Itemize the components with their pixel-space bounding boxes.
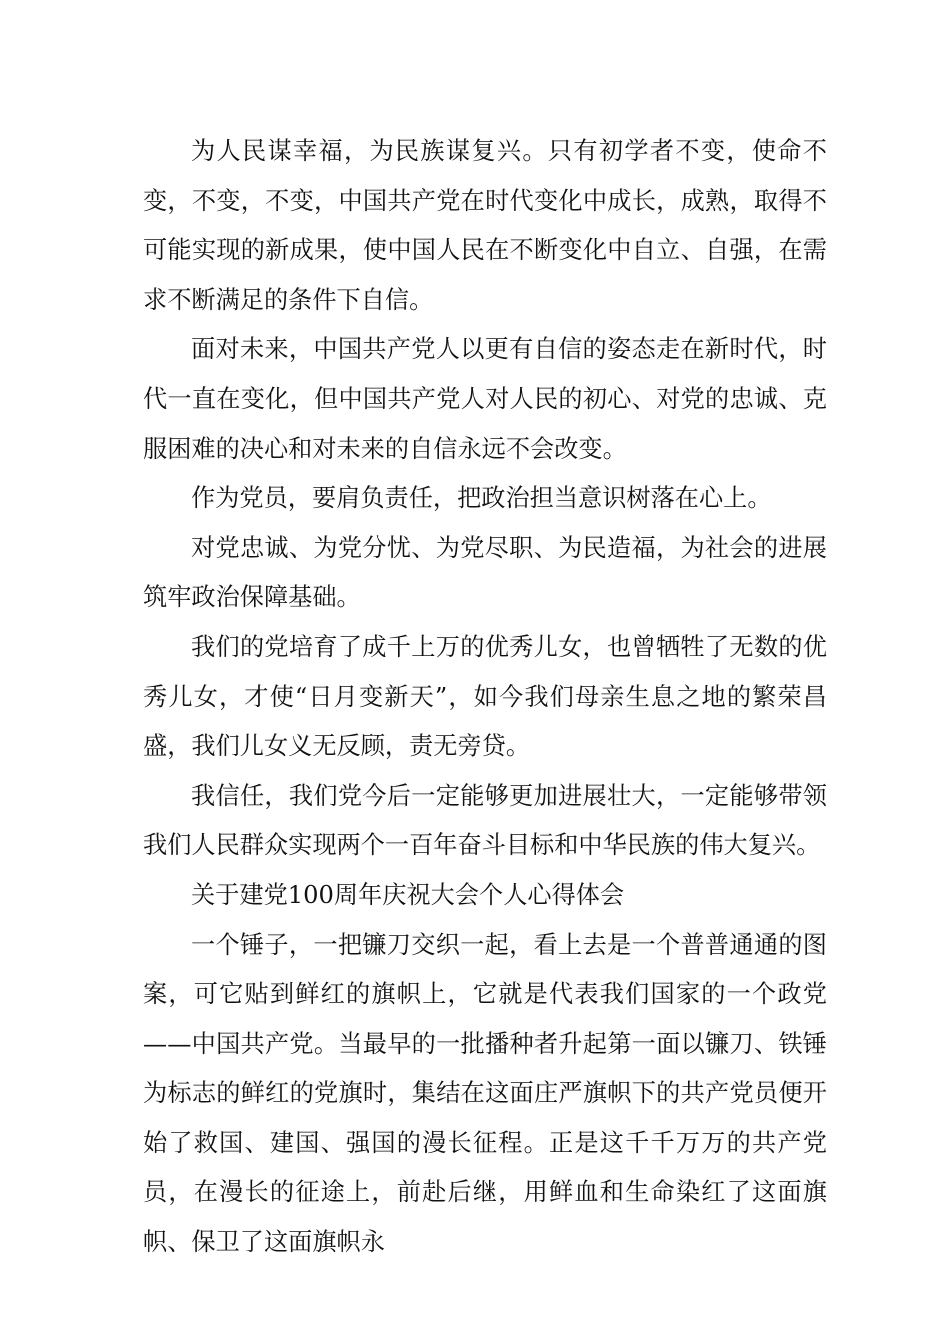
- paragraph: 我信任，我们党今后一定能够更加进展壮大，一定能够带领我们人民群众实现两个一百年奋斗目标和中华民族的伟大复兴。: [143, 781, 827, 860]
- paragraph: 为人民谋幸福，为民族谋复兴。只有初学者不变，使命不变，不变，不变，中国共产党在时代变化中成长，成熟，取得不可能实现的新成果，使中国人民在不断变化中自立、自强，在需求不断满足的条件下自信。: [143, 137, 827, 314]
- paragraph: 我们的党培育了成千上万的优秀儿女，也曾牺牲了无数的优秀儿女，才使“日月变新天”，如今我们母亲生息之地的繁荣昌盛，我们儿女义无反顾，责无旁贷。: [143, 632, 827, 761]
- document-body: [143, 127, 827, 1268]
- section-heading: 关于建党100周年庆祝大会个人心得体会: [191, 880, 625, 909]
- paragraph: 面对未来，中国共产党人以更有自信的姿态走在新时代，时代一直在变化，但中国共产党人对人民的初心、对党的忠诚、克服困难的决心和对未来的自信永远不会改变。: [143, 335, 827, 463]
- paragraph: 一个锤子，一把镰刀交织一起，看上去是一个普普通通的图案，可它贴到鲜红的旗帜上，它就是代表我们国家的一个政党——中国共产党。当最早的一批播种者升起第一面以镰刀、铁锤为标志的鲜红的党旗时，集结在这面庄严旗帜下的共产党员便开始了救国、建国、强国的漫长征程。正是这千千万万的共产党员，在漫长的征途上，前赴后继，用鲜血和生命染红了这面旗帜、保卫了这面旗帜永: [143, 930, 827, 1257]
- paragraph: 作为党员，要肩负责任，把政治担当意识树落在心上。: [191, 484, 772, 513]
- paragraph: 对党忠诚、为党分忧、为党尽职、为民造福，为社会的进展筑牢政治保障基础。: [143, 533, 827, 612]
